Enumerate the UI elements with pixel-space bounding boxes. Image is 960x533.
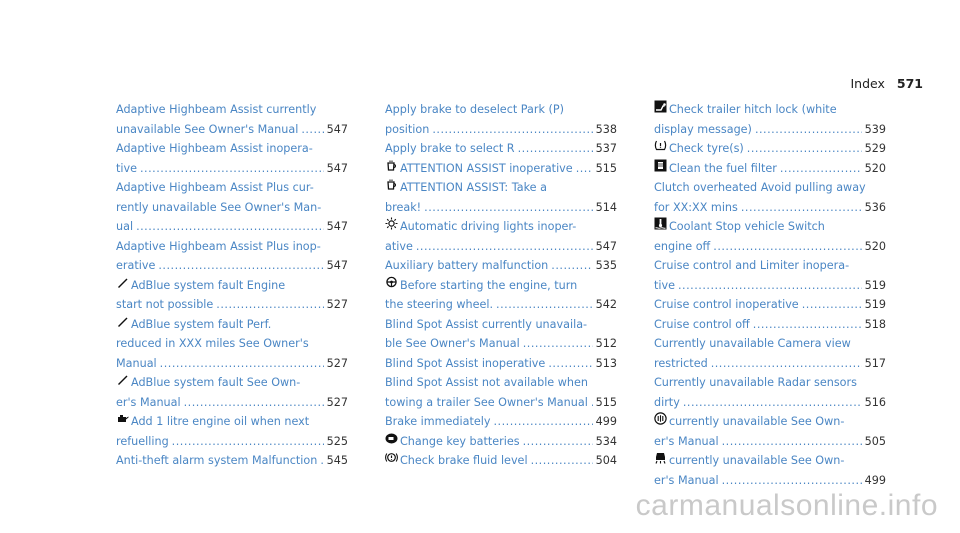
entry-line [116,334,348,354]
entry-text: Clean the fuel filter [669,161,777,175]
entry-text: ual [116,220,134,233]
coolant-temperature-icon [654,217,667,230]
entry-text: restricted [654,356,708,370]
entry-text: Anti-theft alarm system Malfunction [116,454,318,467]
entry-text: display message) [654,122,752,136]
leader-dots [747,139,862,159]
index-entry[interactable] [116,237,348,276]
entry-page-number[interactable]: 515 [595,161,617,175]
entry-page-number[interactable]: 520 [864,239,886,253]
entry-line [116,178,348,198]
index-entry[interactable] [385,139,617,159]
entry-line [654,198,886,218]
entry-line [116,159,348,179]
index-entry[interactable] [385,412,617,432]
leader-dots [140,159,324,179]
entry-line [116,100,348,120]
entry-text: refuelling [116,434,169,448]
page-header [850,76,923,91]
entry-line [385,198,617,218]
entry-text: tive [116,161,137,175]
entry-line [116,315,348,335]
entry-line [385,178,617,198]
index-entry[interactable] [654,373,886,412]
entry-page-number[interactable]: 527 [326,395,348,409]
entry-text: Apply brake to select R [385,142,515,155]
leader-dots [780,159,862,179]
leader-dots [741,198,862,218]
index-entry[interactable] [654,412,886,451]
entry-page-number[interactable]: 545 [326,454,348,467]
entry-text: Currently unavailable Camera view [654,337,851,350]
entry-page-number[interactable]: 547 [326,259,348,272]
entry-text: Before starting the engine, turn [400,278,578,292]
entry-page-number[interactable]: 536 [864,200,886,214]
entry-text: Add 1 litre engine oil when next [131,415,310,428]
entry-line [654,139,886,159]
entry-line [385,373,617,393]
index-entry[interactable] [385,100,617,139]
entry-line [654,120,886,140]
entry-line [385,139,617,159]
entry-text: for XX:XX mins [654,200,738,214]
entry-line [654,393,886,413]
leader-dots [518,139,593,159]
entry-page-number[interactable]: 499 [595,415,617,428]
entry-text: er's Manual [654,473,719,487]
index-entry[interactable] [385,276,617,315]
entry-page-number[interactable]: 525 [326,434,348,448]
entry-line [654,295,886,315]
entry-text: Brake immediately [385,415,491,428]
index-entry[interactable] [654,178,886,217]
leader-dots [678,276,862,296]
entry-page-number[interactable]: 542 [595,298,617,311]
leader-dots [531,451,593,471]
entry-text: Check brake fluid level [400,454,528,467]
leader-dots [755,120,862,140]
entry-text: break! [385,200,422,214]
leader-dots [216,295,323,315]
leader-dots [591,393,593,413]
leader-dots [494,412,593,432]
entry-line [116,120,348,140]
index-entry[interactable] [385,354,617,374]
leader-dots [160,354,324,374]
leader-dots [320,451,323,471]
entry-line [654,334,886,354]
entry-text: er's Manual [654,434,719,448]
wrench-icon [116,373,129,386]
coffee-cup-icon [385,178,398,191]
entry-line [385,393,617,413]
leader-dots [158,256,323,276]
brake-warning-icon [385,451,398,464]
entry-text: Check tyre(s) [669,142,744,155]
entry-text: towing a trailer See Owner's Manual [385,395,588,409]
entry-line [116,198,348,218]
entry-text: ATTENTION ASSIST: Take a [400,181,547,194]
leader-dots [523,432,593,452]
index-entry[interactable] [116,100,348,139]
fuel-filter-icon [654,159,667,172]
entry-text: Adaptive Highbeam Assist currently [116,103,317,116]
entry-page-number[interactable]: 547 [326,220,348,233]
entry-line [116,237,348,257]
index-entry[interactable] [654,295,886,315]
leader-dots [802,295,862,315]
header-title: Index [850,76,885,91]
entry-text: AdBlue system fault Engine [131,278,286,292]
entry-line [654,471,886,491]
entry-page-number[interactable]: 499 [864,473,886,487]
entry-text: Adaptive Highbeam Assist Plus cur- [116,181,314,194]
entry-page-number[interactable]: 538 [595,122,617,136]
index-entry[interactable] [385,432,617,452]
entry-text: Cruise control inoperative [654,298,799,311]
entry-line [385,432,617,452]
entry-text: rently unavailable See Owner's Man- [116,200,322,214]
entry-text: ATTENTION ASSIST inoperative [400,161,573,175]
entry-line [654,432,886,452]
leader-dots [172,432,324,452]
entry-text: Automatic driving lights inoper- [400,220,577,233]
entry-text: Manual [116,356,157,370]
entry-text: unavailable See Owner's Manual [116,122,299,136]
leader-dots [136,217,324,237]
index-entry[interactable] [654,451,886,490]
entry-page-number[interactable]: 539 [864,122,886,136]
leader-dots [184,393,324,413]
leader-dots [416,237,593,257]
trailer-hitch-icon [654,100,667,113]
driver-assist-icon [654,451,667,464]
entry-text: Change key batteries [400,434,520,448]
entry-page-number[interactable]: 547 [326,161,348,175]
leader-dots [711,354,862,374]
entry-page-number[interactable]: 519 [864,278,886,292]
sensor-circle-icon [654,412,667,425]
entry-line [654,100,886,120]
index-entry[interactable] [116,178,348,237]
entry-text: position [385,122,430,136]
index-entry[interactable] [385,217,617,256]
entry-line [385,159,617,179]
entry-page-number[interactable]: 547 [595,239,617,253]
index-entry[interactable] [654,139,886,159]
entry-text: AdBlue system fault See Own- [131,376,301,389]
entry-line [654,237,886,257]
entry-page-number[interactable]: 512 [595,337,617,350]
entry-line [654,276,886,296]
entry-text: ative [385,239,413,253]
entry-page-number[interactable]: 513 [595,356,617,370]
entry-page-number[interactable]: 517 [864,356,886,370]
entry-page-number[interactable]: 529 [864,142,886,155]
index-entry[interactable] [654,256,886,295]
entry-line [116,256,348,276]
index-entry[interactable] [116,412,348,451]
steering-wheel-icon [385,276,398,289]
entry-line [654,159,886,179]
entry-text: tive [654,278,675,292]
entry-line [385,315,617,335]
index-entry[interactable] [654,100,886,139]
entry-line [385,120,617,140]
entry-line [654,412,886,432]
entry-text: Coolant Stop vehicle Switch [669,220,825,233]
entry-text: Blind Spot Assist not available when [385,376,588,389]
entry-text: Adaptive Highbeam Assist Plus inop- [116,239,321,253]
entry-page-number[interactable]: 535 [595,259,617,272]
index-entry[interactable] [654,315,886,335]
entry-text: start not possible [116,298,214,311]
leader-dots [551,256,592,276]
leader-dots [722,471,862,491]
index-entry[interactable] [654,334,886,373]
leader-dots [301,120,323,140]
entry-line [654,354,886,374]
index-entry[interactable] [654,159,886,179]
wrench-icon [116,276,129,289]
entry-page-number[interactable]: 527 [326,298,348,311]
entry-text: Adaptive Highbeam Assist inopera- [116,142,313,155]
entry-text: dirty [654,395,680,409]
entry-page-number[interactable]: 518 [864,317,886,331]
watermark: carmanualsonline.info [635,489,938,522]
entry-line [654,256,886,276]
entry-line [385,354,617,374]
entry-line [385,237,617,257]
index-entry[interactable] [385,178,617,217]
entry-page-number[interactable]: 504 [595,454,617,467]
entry-text: currently unavailable See Own- [669,454,845,467]
key-battery-icon [385,432,398,445]
index-entry[interactable] [116,276,348,315]
entry-page-number[interactable]: 505 [864,434,886,448]
entry-page-number[interactable]: 516 [864,395,886,409]
leader-dots [683,393,862,413]
entry-line [116,373,348,393]
entry-line [116,276,348,296]
entry-line [385,412,617,432]
light-sensor-icon [385,217,398,230]
entry-text: the steering wheel. [385,298,494,311]
entry-text: erative [116,259,156,272]
index-column-2 [385,100,617,471]
entry-text: Auxiliary battery malfunction [385,259,549,272]
leader-dots [424,198,592,218]
entry-line [116,354,348,374]
entry-line [385,100,617,120]
entry-line [654,451,886,471]
index-entry[interactable] [116,315,348,374]
entry-page-number[interactable]: 520 [864,161,886,175]
index-column-3 [654,100,886,490]
entry-line [116,432,348,452]
index-entry[interactable] [654,217,886,256]
index-entry[interactable] [116,451,348,471]
entry-line [385,276,617,296]
coffee-cup-icon [385,159,398,172]
entry-text: Check trailer hitch lock (white [669,103,837,116]
leader-dots [713,237,861,257]
entry-line [116,451,348,471]
entry-line [116,217,348,237]
entry-text: ble See Owner's Manual [385,337,520,350]
entry-text: reduced in XXX miles See Owner's [116,337,309,350]
leader-dots [753,315,862,335]
entry-line [116,139,348,159]
entry-line [385,451,617,471]
index-entry[interactable] [385,373,617,412]
entry-page-number[interactable]: 534 [595,434,617,448]
entry-text: Cruise control off [654,317,750,331]
index-entry[interactable] [116,139,348,178]
leader-dots [496,295,593,315]
entry-line [654,217,886,237]
wrench-icon [116,315,129,328]
entry-line [654,178,886,198]
entry-text: Currently unavailable Radar sensors [654,376,857,389]
index-entry[interactable] [116,373,348,412]
oil-can-icon [116,412,129,425]
entry-text: engine off [654,239,711,253]
entry-line [385,217,617,237]
entry-line [116,412,348,432]
tyre-pressure-icon [654,139,667,152]
entry-text: currently unavailable See Own- [669,415,845,428]
entry-line [385,256,617,276]
entry-text: Cruise control and Limiter inopera- [654,259,850,272]
entry-page-number[interactable]: 514 [595,200,617,214]
entry-line [116,393,348,413]
index-column-1 [116,100,348,471]
leader-dots [548,354,592,374]
page-number: 571 [896,76,923,91]
entry-page-number[interactable]: 547 [326,122,348,136]
entry-text: AdBlue system fault Perf. [131,317,272,331]
entry-line [654,315,886,335]
entry-page-number[interactable]: 537 [595,142,617,155]
entry-text: Apply brake to deselect Park (P) [385,103,564,116]
entry-text: Blind Spot Assist currently unavaila- [385,317,588,331]
entry-line [385,295,617,315]
entry-text: Clutch overheated Avoid pulling away [654,181,866,194]
entry-page-number[interactable]: 527 [326,356,348,370]
entry-page-number[interactable]: 519 [864,298,886,311]
entry-text: er's Manual [116,395,181,409]
entry-line [654,373,886,393]
index-entry[interactable] [385,159,617,179]
leader-dots [576,159,593,179]
index-entry[interactable] [385,451,617,471]
leader-dots [523,334,593,354]
index-entry[interactable] [385,256,617,276]
entry-line [385,334,617,354]
leader-dots [432,120,592,140]
entry-line [116,295,348,315]
index-entry[interactable] [385,315,617,354]
entry-page-number[interactable]: 515 [595,395,617,409]
leader-dots [722,432,862,452]
entry-text: Blind Spot Assist inoperative [385,356,546,370]
